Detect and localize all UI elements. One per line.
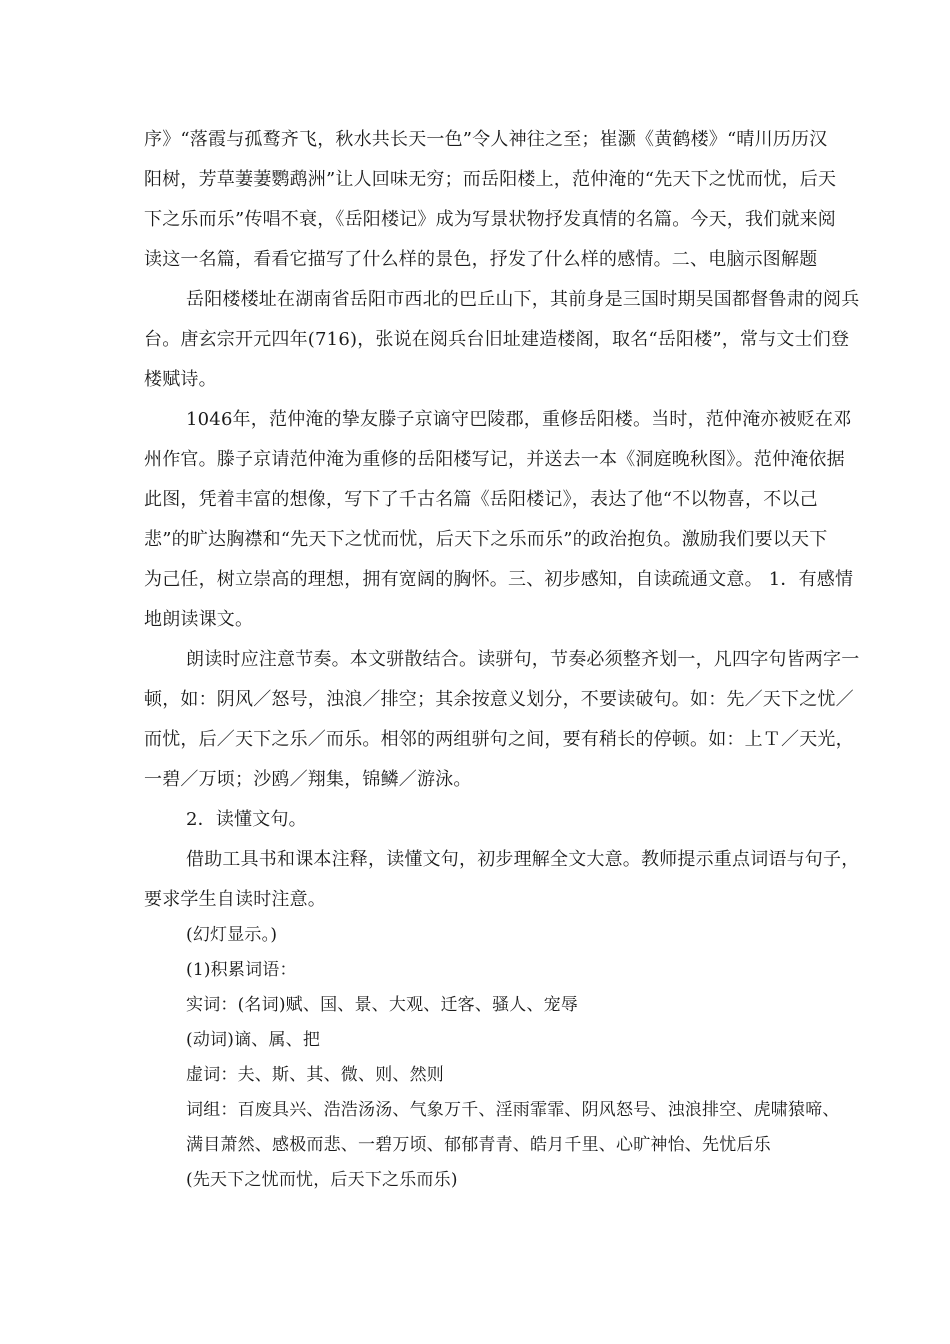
- fan-line-6: 地朗读课文。: [144, 609, 254, 630]
- vocab-content-words: 实词：(名词)赋、国、景、大观、迁客、骚人、宠辱: [186, 995, 579, 1015]
- tower-line-2: 台。唐玄宗开元四年(716)，张说在阅兵台旧址建造楼阁，取名“岳阳楼”，常与文士们登: [144, 329, 850, 350]
- rhythm-line-3: 而忧，后／天下之乐／而乐。相邻的两组骈句之间，要有稍长的停顿。如：上Ｔ／天光，: [144, 729, 854, 750]
- intro-line-2: 阳树，芳草萋萋鹦鹉洲”让人回味无穷；而岳阳楼上，范仲淹的“先天下之忧而忧，后天: [144, 169, 837, 190]
- vocab-function-words: 虚词：夫、斯、其、微、则、然则: [186, 1065, 444, 1085]
- intro-line-3: 下之乐而乐”传唱不衰，《岳阳楼记》成为写景状物抒发真情的名篇。今天，我们就来阅: [144, 209, 836, 230]
- fan-line-4: 悲”的旷达胸襟和“先天下之忧而忧，后天下之乐而乐”的政治抱负。激励我们要以天下: [144, 529, 828, 550]
- fan-line-5: 为己任，树立崇高的理想，拥有宽阔的胸怀。三、初步感知，自读疏通文意。 1．有感情: [144, 569, 854, 590]
- intro-line-1: 序》“落霞与孤鹜齐飞，秋水共长天一色”令人神往之至；崔灏《黄鹤楼》“晴川历历汉: [144, 129, 828, 150]
- understand-line-1: 借助工具书和课本注释，读懂文句，初步理解全文大意。教师提示重点词语与句子，: [186, 849, 860, 870]
- fan-line-1: 1046年，范仲淹的挚友滕子京谪守巴陵郡，重修岳阳楼。当时，范仲淹亦被贬在邓: [186, 409, 852, 430]
- rhythm-line-1: 朗读时应注意节奏。本文骈散结合。读骈句，节奏必须整齐划一，凡四字句皆两字一: [186, 649, 860, 670]
- rhythm-line-2: 顿，如：阴风／怒号，浊浪／排空；其余按意义划分，不要读破句。如：先／天下之忧／: [144, 689, 854, 710]
- vocab-phrases-3: (先天下之忧而忧，后天下之乐而乐): [186, 1170, 458, 1190]
- rhythm-line-4: 一碧／万顷；沙鸥／翔集，锦鳞／游泳。: [144, 769, 472, 790]
- tower-line-1: 岳阳楼楼址在湖南省岳阳市西北的巴丘山下，其前身是三国时期吴国都督鲁肃的阅兵: [186, 289, 860, 310]
- fan-line-3: 此图，凭着丰富的想像，写下了千古名篇《岳阳楼记》，表达了他“不以物喜，不以己: [144, 489, 818, 510]
- understand-line-2: 要求学生自读时注意。: [144, 889, 326, 910]
- vocab-verbs: (动词)谪、属、把: [186, 1030, 321, 1050]
- step2-heading: 2．读懂文句。: [186, 809, 307, 830]
- slide-note: (幻灯显示。): [186, 925, 278, 945]
- tower-line-3: 楼赋诗。: [144, 369, 217, 390]
- fan-line-2: 州作官。滕子京请范仲淹为重修的岳阳楼写记，并送去一本《洞庭晚秋图》。范仲淹依据: [144, 449, 845, 470]
- intro-line-4: 读这一名篇，看看它描写了什么样的景色，抒发了什么样的感情。二、电脑示图解题: [144, 249, 818, 270]
- vocab-phrases-2: 满目萧然、感极而悲、一碧万顷、郁郁青青、皓月千里、心旷神怡、先忧后乐: [186, 1135, 771, 1155]
- vocab-phrases-1: 词组：百废具兴、浩浩汤汤、气象万千、淫雨霏霏、阴风怒号、浊浪排空、虎啸猿啼、: [186, 1100, 840, 1120]
- vocab-heading: (1)积累词语：: [186, 960, 297, 980]
